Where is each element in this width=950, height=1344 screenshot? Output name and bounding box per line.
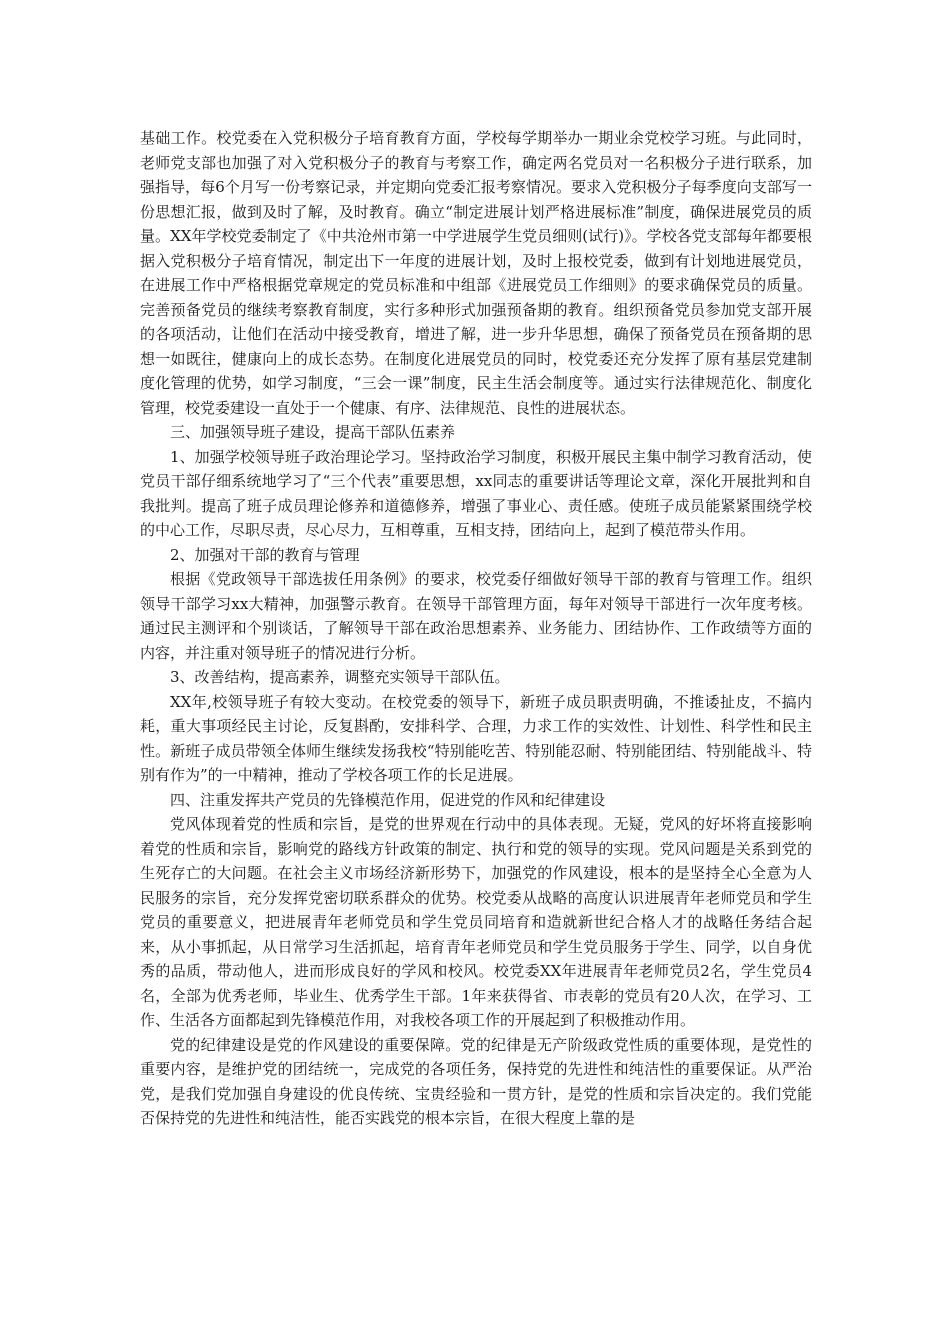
section-heading-3: 三、加强领导班子建设，提高干部队伍素养 bbox=[170, 423, 456, 441]
paragraph-cadre-management: 根据《党政领导干部选拔任用条例》的要求，校党委仔细做好领导干部的教育与管理工作。组织领导干部学习xx大精神，加强警示教育。在领导干部管理方面，每年对领导干部进行一次年度考核。通过民主测评和个别谈话，了解领导干部在政治思想素养、业务能力、团结协作、工作政绩等方面的内容，并注重对领导班子的情况进行分析。 bbox=[140, 570, 812, 662]
subheading-cadre-management: 2、加强对干部的教育与管理 bbox=[170, 545, 360, 564]
document-page bbox=[140, 126, 812, 1131]
paragraph-party-member-development: 基础工作。校党委在入党积极分子培育教育方面，学校每学期举办一期业余党校学习班。与此同时，老师党支部也加强了对入党积极分子的教育与考察工作，确定两名党员对一名积极分子进行联系，加强指导，每6个月写一份考察记录，并定期向党委汇报考察情况。要求入党积极分子每季度向支部写一份思想汇报，做到及时了解，及时教育。确立“制定进展计划严格进展标准”制度，确保进展党员的质量。XX年学校党委制定了《中共沧州市第一中学进展学生党员细则(试行)》。学校各党支部每年都要根据入党积极分子培育情况，制定出下一年度的进展计划，及时上报校党委，做到有计划地进展党员，在进展工作中严格根据党章规定的党员标准和中组部《进展党员工作细则》的要求确保党员的质量。完善预备党员的继续考察教育制度，实行多种形式加强预备期的教育。组织预备党员参加党支部开展的各项活动，让他们在活动中接受教育，增进了解，进一步升华思想，确保了预备党员在预备期的思想一如既往，健康向上的成长态势。在制度化进展党员的同时，校党委还充分发挥了原有基层党建制度化管理的优势，如学习制度，“三会一课”制度，民主生活会制度等。通过实行法律规范化、制度化管理，校党委建设一直处于一个健康、有序、法律规范、良性的进展状态。 bbox=[140, 129, 812, 417]
paragraph-party-discipline: 党的纪律建设是党的作风建设的重要保障。党的纪律是无产阶级政党性质的重要体现，是党性的重要内容，是维护党的团结统一，完成党的各项任务，保持党的先进性和纯洁性的重要保证。从严治党，是我们党加强自身建设的优良传统、宝贵经验和一贯方针，是党的性质和宗旨决定的。我们党能否保持党的先进性和纯洁性，能否实践党的根本宗旨，在很大程度上靠的是 bbox=[140, 1035, 812, 1127]
paragraph-leadership-theory-study: 1、加强学校领导班子政治理论学习。坚持政治学习制度，积极开展民主集中制学习教育活动，使党员干部仔细系统地学习了“三个代表”重要思想，xx同志的重要讲话等理论文章，深化开展批判和自我批判。提高了班子成员理论修养和道德修养，增强了事业心、责任感。使班子成员能紧紧围绕学校的中心工作，尽职尽责，尽心尽力，互相尊重，互相支持，团结向上，起到了模范带头作用。 bbox=[140, 447, 812, 539]
paragraph-leadership-change: XX年,校领导班子有较大变动。在校党委的领导下，新班子成员职责明确，不推诿扯皮，不搞内耗，重大事项经民主讨论，反复斟酌，安排科学、合理，力求工作的实效性、计划性、科学性和民主性。新班子成员带领全体师生继续发扬我校“特别能吃苦、特别能忍耐、特别能团结、特别能战斗、特别有作为”的一中精神，推动了学校各项工作的长足进展。 bbox=[140, 692, 812, 784]
section-heading-4: 四、注重发挥共产党员的先锋模范作用，促进党的作风和纪律建设 bbox=[170, 790, 606, 809]
subheading-improve-structure: 3、改善结构，提高素养，调整充实领导干部队伍。 bbox=[170, 668, 510, 686]
paragraph-party-style: 党风体现着党的性质和宗旨，是党的世界观在行动中的具体表现。无疑，党风的好坏将直接影响着党的性质和宗旨，影响党的路线方针政策的制定、执行和党的领导的实现。党风问题是关系到党的生死存亡的大问题。在社会主义市场经济新形势下，加强党的作风建设，根本的是坚持全心全意为人民服务的宗旨，充分发挥党密切联系群众的优势。校党委从战略的高度认识进展青年老师党员和学生党员的重要意义，把进展青年老师党员和学生党员同培育和造就新世纪合格人才的战略任务结合起来，从小事抓起，从日常学习生活抓起，培育青年老师党员和学生党员服务于学生、同学，以自身优秀的品质，带动他人，进而形成良好的学风和校风。校党委XX年进展青年老师党员2名，学生党员4名，全部为优秀老师，毕业生、优秀学生干部。1年来获得省、市表彰的党员有20人次，在学习、工作、生活各方面都起到先锋模范作用，对我校各项工作的开展起到了积极推动作用。 bbox=[140, 815, 812, 1029]
